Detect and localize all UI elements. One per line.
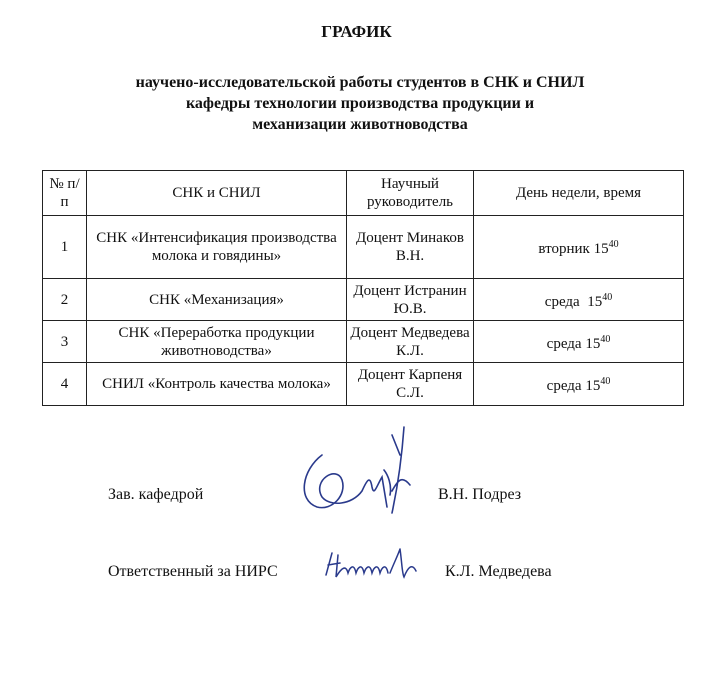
row-supervisor: Доцент Минаков В.Н. xyxy=(347,216,474,279)
head-of-department-name: В.Н. Подрез xyxy=(438,486,522,503)
row-time-hour: 15 xyxy=(593,241,609,257)
row-time-min: 40 xyxy=(608,239,619,250)
row-time-min: 40 xyxy=(600,376,611,387)
schedule-table xyxy=(42,170,684,406)
row-num: 1 xyxy=(43,216,87,279)
row-num: 4 xyxy=(43,363,87,406)
subtitle-line-3: механизации животноводства xyxy=(252,116,468,133)
column-header-num: № п/п xyxy=(43,171,87,216)
row-day: среда xyxy=(544,293,580,310)
column-header-supervisor: Научный руководитель xyxy=(347,171,474,216)
document-subtitle xyxy=(60,72,660,135)
row-day: вторник xyxy=(538,241,590,257)
row-supervisor: Доцент Истранин Ю.В. xyxy=(347,279,474,321)
row-time-hour: 15 xyxy=(587,293,603,310)
row-day-time xyxy=(474,279,684,321)
table-row xyxy=(43,216,684,279)
row-time-min: 40 xyxy=(602,291,613,303)
head-signature-image xyxy=(292,425,422,520)
column-header-day: День недели, время xyxy=(474,171,684,216)
document-title: ГРАФИК xyxy=(321,22,392,41)
column-header-name: СНК и СНИЛ xyxy=(87,171,347,216)
row-time-min: 40 xyxy=(600,333,611,345)
table-row xyxy=(43,363,684,406)
table-row xyxy=(43,279,684,321)
row-name: СНК «Механизация» xyxy=(87,279,347,321)
responsible-signature-image xyxy=(318,545,428,590)
row-supervisor: Доцент Медведева К.Л. xyxy=(347,321,474,363)
row-day-time xyxy=(474,363,684,406)
row-supervisor: Доцент Карпеня С.Л. xyxy=(347,363,474,406)
table-header-row xyxy=(43,171,684,216)
head-of-department-label: Зав. кафедрой xyxy=(108,486,204,503)
row-num: 2 xyxy=(43,279,87,321)
row-day: среда xyxy=(546,378,582,394)
row-name: СНИЛ «Контроль качества молока» xyxy=(87,363,347,406)
subtitle-line-2: кафедры технологии производства продукции и xyxy=(185,95,535,112)
row-name: СНК «Переработка продукции животноводства» xyxy=(87,321,347,363)
responsible-name: К.Л. Медведева xyxy=(445,563,552,580)
row-day: среда xyxy=(546,335,582,352)
responsible-label: Ответственный за НИРС xyxy=(108,563,278,580)
row-num: 3 xyxy=(43,321,87,363)
row-time-hour: 15 xyxy=(585,335,601,352)
subtitle-line-1: научено-исследовательской работы студентов в СНК и СНИЛ xyxy=(135,74,585,91)
table-row xyxy=(43,321,684,363)
row-day-time xyxy=(474,216,684,279)
row-name: СНК «Интенсификация производства молока и говядины» xyxy=(87,216,347,279)
row-time-hour: 15 xyxy=(585,378,601,394)
row-day-time xyxy=(474,321,684,363)
